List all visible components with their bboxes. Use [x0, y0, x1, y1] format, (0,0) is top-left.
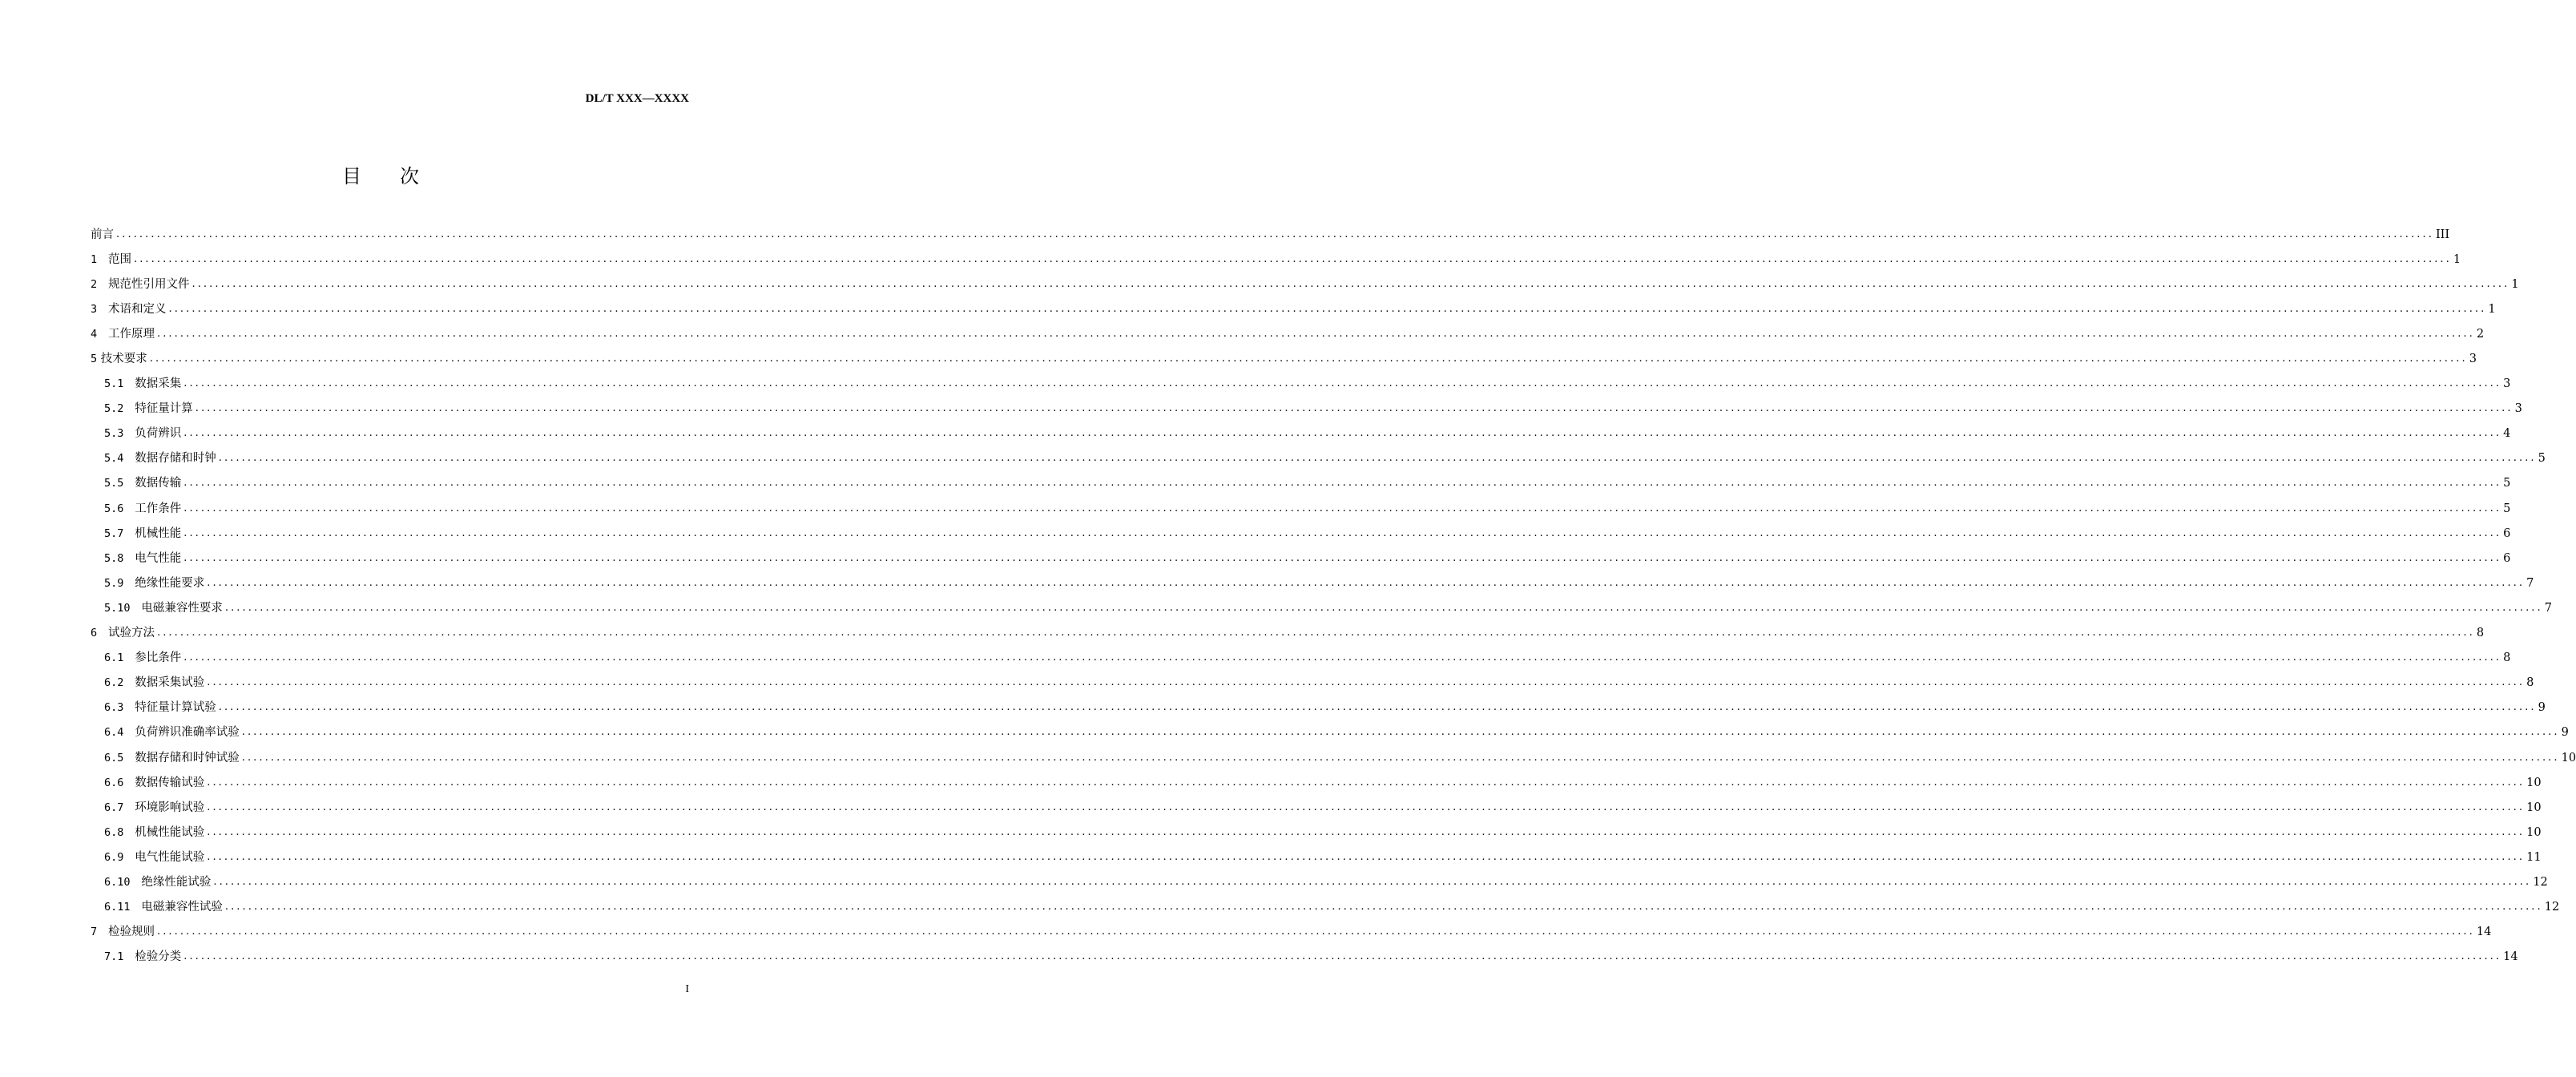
toc-entry[interactable]	[91, 422, 2511, 446]
toc-entry[interactable]	[91, 945, 2518, 970]
toc-entry-title	[104, 526, 183, 542]
toc-entry-number: 5.7	[104, 526, 124, 540]
toc-entry-page: 1	[2453, 252, 2461, 266]
toc-entry-page: 8	[2503, 651, 2511, 665]
toc-entry-label: 数据存储和时钟	[135, 452, 216, 466]
toc-entry-title	[104, 475, 183, 491]
toc-title: 目次	[342, 165, 458, 188]
toc-entry-title	[91, 326, 157, 342]
toc-entry[interactable]	[91, 546, 2511, 571]
toc-entry-title	[104, 800, 207, 816]
toc-entry-title	[91, 276, 191, 292]
toc-entry-label: 环境影响试验	[135, 801, 205, 814]
toc-entry-label: 技术要求	[100, 353, 147, 366]
toc-entry-label: 工作条件	[135, 502, 182, 515]
toc-entry-label: 数据采集	[135, 377, 182, 391]
toc-entry[interactable]	[91, 321, 2485, 346]
toc-entry-label: 负荷辨识	[135, 427, 182, 441]
toc-entry[interactable]	[91, 496, 2511, 521]
toc-entry-label: 检验规则	[107, 926, 155, 939]
toc-entry-label: 绝缘性能试验	[141, 875, 212, 889]
toc-entry-page: 5	[2538, 452, 2546, 466]
toc-entry-number: 2	[91, 277, 98, 291]
toc-entry-label: 电气性能	[135, 551, 182, 565]
toc-dot-leader: ................................................................................................................................................................................................................................................................................................................................................................................................................	[191, 277, 2510, 290]
toc-entry[interactable]	[91, 671, 2534, 696]
toc-entry-number: 5.5	[104, 477, 124, 490]
toc-entry-title	[91, 351, 150, 367]
toc-entry-label: 检验分类	[135, 950, 182, 964]
toc-entry-title	[91, 924, 157, 940]
toc-entry-number: 5.10	[104, 601, 131, 615]
toc-entry-page: 8	[2476, 627, 2485, 640]
toc-entry-label: 机械性能试验	[135, 825, 205, 839]
toc-dot-leader: ................................................................................................................................................................................................................................................................................................................................................................................................................	[183, 526, 2502, 539]
toc-dot-leader: ................................................................................................................................................................................................................................................................................................................................................................................................................	[224, 901, 2543, 914]
toc-entry-title	[104, 825, 207, 841]
toc-entry-label: 绝缘性能要求	[135, 576, 205, 590]
toc-entry[interactable]	[91, 272, 2519, 296]
toc-dot-leader: ................................................................................................................................................................................................................................................................................................................................................................................................................	[183, 651, 2502, 664]
toc-entry-number: 6.8	[104, 825, 124, 839]
toc-entry-number: 6.7	[104, 801, 124, 814]
toc-entry-page: 6	[2503, 551, 2511, 565]
toc-entry-page: 8	[2526, 676, 2534, 690]
toc-dot-leader: ................................................................................................................................................................................................................................................................................................................................................................................................................	[149, 353, 2468, 365]
toc-entry-page: 1	[2488, 302, 2496, 316]
toc-entry[interactable]	[91, 795, 2542, 820]
toc-entry[interactable]	[91, 296, 2496, 321]
toc-entry-number: 5.6	[104, 502, 124, 515]
toc-entry-page: 2	[2476, 327, 2485, 341]
toc-entry-label: 工作原理	[107, 327, 155, 341]
toc-entry-number: 4	[91, 327, 98, 341]
toc-entry-title	[104, 675, 207, 691]
toc-dot-leader: ................................................................................................................................................................................................................................................................................................................................................................................................................	[168, 302, 2487, 315]
toc-entry-number: 6	[91, 627, 98, 640]
toc-entry-title	[104, 700, 219, 716]
toc-dot-leader: ................................................................................................................................................................................................................................................................................................................................................................................................................	[241, 726, 2560, 739]
toc-entry-title	[104, 775, 207, 791]
document-code: DL/T XXX—XXXX	[585, 92, 689, 105]
toc-entry[interactable]	[91, 346, 2477, 371]
toc-entry-title	[91, 301, 168, 317]
toc-entry-page: 9	[2538, 701, 2546, 715]
toc-entry[interactable]	[91, 845, 2542, 869]
toc-dot-leader: ................................................................................................................................................................................................................................................................................................................................................................................................................	[207, 801, 2526, 813]
toc-entry[interactable]	[91, 621, 2485, 646]
toc-dot-leader: ................................................................................................................................................................................................................................................................................................................................................................................................................	[183, 427, 2502, 440]
toc-entry-number: 6.4	[104, 726, 124, 740]
toc-entry-page: 11	[2526, 850, 2542, 864]
toc-dot-leader: ................................................................................................................................................................................................................................................................................................................................................................................................................	[183, 477, 2502, 490]
toc-entry[interactable]	[91, 571, 2534, 595]
toc-dot-leader: ................................................................................................................................................................................................................................................................................................................................................................................................................	[183, 950, 2502, 963]
toc-entry-page: 14	[2476, 926, 2492, 939]
toc-entry-number: 5.3	[104, 427, 124, 441]
toc-entry-title	[104, 376, 183, 392]
toc-entry[interactable]	[91, 696, 2546, 720]
toc-dot-leader: ................................................................................................................................................................................................................................................................................................................................................................................................................	[183, 502, 2502, 514]
toc-entry-number: 6.11	[104, 901, 131, 914]
toc-entry-label: 规范性引用文件	[107, 277, 190, 291]
toc-entry-page: III	[2435, 228, 2450, 241]
toc-entry-number: 6.9	[104, 850, 124, 864]
toc-dot-leader: ................................................................................................................................................................................................................................................................................................................................................................................................................	[224, 601, 2543, 614]
toc-entry-title	[104, 450, 219, 466]
toc-dot-leader: ................................................................................................................................................................................................................................................................................................................................................................................................................	[156, 327, 2475, 340]
toc-entry-number: 7	[91, 926, 98, 939]
toc-entry-number: 6.6	[104, 776, 124, 789]
toc-entry-page: 14	[2503, 950, 2518, 964]
toc-entry[interactable]	[91, 869, 2548, 894]
toc-entry-number: 7.1	[104, 950, 124, 964]
toc-entry[interactable]	[91, 720, 2569, 745]
table-of-contents	[91, 222, 2576, 970]
toc-entry-page: 4	[2503, 427, 2511, 441]
toc-entry-title	[91, 227, 116, 243]
toc-entry-page: 7	[2544, 601, 2553, 615]
toc-entry-page: 7	[2526, 576, 2534, 590]
toc-entry-label: 试验方法	[107, 627, 155, 640]
toc-entry-title	[91, 625, 157, 641]
toc-dot-leader: ................................................................................................................................................................................................................................................................................................................................................................................................................	[207, 850, 2526, 863]
toc-entry-number: 5.1	[104, 377, 124, 391]
toc-entry-title	[104, 949, 183, 965]
toc-entry[interactable]	[91, 920, 2492, 945]
toc-entry-title	[104, 874, 213, 890]
toc-entry-label: 数据存储和时钟试验	[135, 751, 240, 764]
toc-entry-title	[104, 724, 242, 740]
toc-entry[interactable]	[91, 895, 2560, 920]
toc-entry-label: 电磁兼容性试验	[141, 901, 223, 914]
toc-dot-leader: ................................................................................................................................................................................................................................................................................................................................................................................................................	[183, 377, 2502, 390]
toc-entry-page: 12	[2533, 875, 2548, 889]
toc-dot-leader: ................................................................................................................................................................................................................................................................................................................................................................................................................	[133, 252, 2452, 265]
toc-dot-leader: ................................................................................................................................................................................................................................................................................................................................................................................................................	[207, 676, 2526, 689]
toc-entry-number: 5.9	[104, 576, 124, 590]
toc-entry-page: 5	[2503, 477, 2511, 490]
toc-entry-page: 6	[2503, 526, 2511, 540]
toc-entry-label: 电磁兼容性要求	[141, 601, 223, 615]
toc-entry[interactable]	[91, 646, 2511, 671]
toc-entry-number: 5.8	[104, 551, 124, 565]
toc-entry-number: 6.2	[104, 676, 124, 690]
toc-dot-leader: ................................................................................................................................................................................................................................................................................................................................................................................................................	[213, 875, 2532, 888]
toc-entry-page: 1	[2511, 277, 2519, 291]
toc-entry-label: 特征量计算	[135, 402, 193, 416]
toc-entry-number: 6.10	[104, 875, 131, 889]
toc-entry[interactable]	[91, 446, 2546, 471]
toc-entry-page: 10	[2526, 801, 2542, 814]
toc-entry-label: 前言	[91, 228, 114, 241]
toc-dot-leader: ................................................................................................................................................................................................................................................................................................................................................................................................................	[207, 776, 2526, 789]
toc-entry-title	[104, 650, 183, 666]
toc-entry-title	[104, 849, 207, 865]
toc-entry[interactable]	[91, 820, 2542, 845]
toc-entry-page: 3	[2514, 402, 2522, 416]
toc-entry[interactable]	[91, 745, 2576, 770]
toc-entry-title	[104, 750, 242, 766]
toc-dot-leader: ................................................................................................................................................................................................................................................................................................................................................................................................................	[116, 228, 2434, 240]
toc-entry-number: 1	[91, 252, 98, 266]
toc-entry[interactable]	[91, 521, 2511, 546]
toc-entry-title	[104, 575, 207, 591]
toc-entry-page: 5	[2503, 502, 2511, 515]
toc-entry-page: 10	[2526, 776, 2542, 789]
toc-dot-leader: ................................................................................................................................................................................................................................................................................................................................................................................................................	[241, 751, 2560, 764]
toc-entry-number: 6.3	[104, 701, 124, 715]
toc-dot-leader: ................................................................................................................................................................................................................................................................................................................................................................................................................	[207, 576, 2526, 589]
toc-entry-title	[104, 501, 183, 517]
toc-entry-number: 6.5	[104, 751, 124, 764]
toc-entry-number: 5.4	[104, 452, 124, 466]
toc-dot-leader: ................................................................................................................................................................................................................................................................................................................................................................................................................	[218, 701, 2537, 714]
toc-entry-label: 负荷辨识准确率试验	[135, 726, 240, 740]
toc-entry-title	[91, 252, 134, 268]
toc-entry-page: 10	[2526, 825, 2542, 839]
toc-entry[interactable]	[91, 247, 2461, 272]
toc-dot-leader: ................................................................................................................................................................................................................................................................................................................................................................................................................	[207, 825, 2526, 838]
toc-entry-title	[104, 600, 225, 616]
toc-entry[interactable]	[91, 595, 2553, 620]
toc-dot-leader: ................................................................................................................................................................................................................................................................................................................................................................................................................	[218, 452, 2537, 465]
toc-entry-page: 3	[2503, 377, 2511, 391]
toc-dot-leader: ................................................................................................................................................................................................................................................................................................................................................................................................................	[183, 551, 2502, 564]
toc-entry-page: 10	[2561, 751, 2576, 764]
toc-entry-title	[104, 401, 196, 417]
toc-entry-number: 5	[91, 353, 98, 366]
toc-entry[interactable]	[91, 471, 2511, 496]
toc-entry-page: 3	[2469, 353, 2477, 366]
toc-entry-title	[104, 899, 225, 915]
toc-dot-leader: ................................................................................................................................................................................................................................................................................................................................................................................................................	[156, 627, 2475, 639]
toc-entry-label: 范围	[107, 252, 131, 266]
toc-entry-title	[104, 551, 183, 567]
toc-entry-number: 3	[91, 302, 98, 316]
toc-entry-label: 电气性能试验	[135, 850, 205, 864]
toc-entry-number: 6.1	[104, 651, 124, 665]
toc-entry-label: 数据采集试验	[135, 676, 205, 690]
toc-entry[interactable]	[91, 222, 2450, 247]
toc-entry[interactable]	[91, 372, 2511, 397]
toc-entry-title	[104, 426, 183, 442]
toc-entry[interactable]	[91, 397, 2522, 422]
toc-entry[interactable]	[91, 770, 2542, 795]
toc-entry-page: 9	[2561, 726, 2569, 740]
toc-entry-page: 12	[2544, 901, 2560, 914]
toc-entry-label: 特征量计算试验	[135, 701, 216, 715]
toc-entry-label: 参比条件	[135, 651, 182, 665]
toc-dot-leader: ................................................................................................................................................................................................................................................................................................................................................................................................................	[195, 402, 2514, 415]
toc-entry-label: 数据传输试验	[135, 776, 205, 789]
toc-entry-number: 5.2	[104, 402, 124, 416]
toc-dot-leader: ................................................................................................................................................................................................................................................................................................................................................................................................................	[156, 926, 2475, 938]
toc-entry-label: 数据传输	[135, 477, 182, 490]
toc-entry-label: 术语和定义	[107, 302, 167, 316]
toc-entry-label: 机械性能	[135, 526, 182, 540]
page-number: I	[685, 983, 689, 995]
